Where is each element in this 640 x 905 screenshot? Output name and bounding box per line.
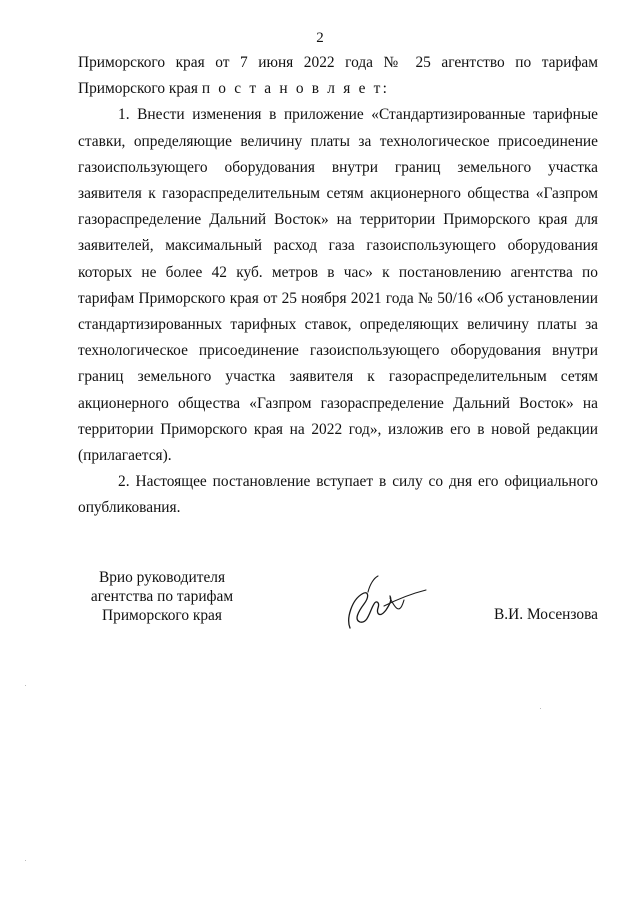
scan-speck <box>25 685 26 686</box>
signature-block <box>78 568 598 638</box>
item-2-paragraph: 2. Настоящее постановление вступает в силу со дня его официального опубликования. <box>78 473 598 517</box>
document-body <box>78 50 598 522</box>
resolves-word: п о с т а н о в л я е т: <box>201 80 390 98</box>
signer-position-line-2: агентства по тарифам <box>90 588 234 605</box>
intro-paragraph <box>78 50 598 102</box>
signer-position <box>82 568 242 625</box>
scan-speck <box>540 708 541 709</box>
signer-position-line-1: Врио руководителя <box>98 569 226 586</box>
intro-text: Приморского края от 7 июня 2022 года № 25 агентство по тарифам Приморского края <box>78 54 598 98</box>
handwritten-signature <box>340 570 430 632</box>
signer-position-line-3: Приморского края <box>102 607 222 624</box>
item-1-paragraph: 1. Внести изменения в приложение «Стандартизированные тарифные ставки, определяющие величину платы за технологическое присоединение газоиспользующего оборудования внутри границ земельного участка заявителя к газораспределительным сетям акционерного общества «Газпром газораспределение Дальний Восток» на территории Приморского края для заявителей, максимальный расход газа газоиспользующего оборудования которых не более 42 куб. метров в час» к постановлению агентства по тарифам Приморского края от 25 ноября 2021 года № 50/16 «Об установлении стандартизированных тарифных ставок, определяющих величину платы за технологическое присоединение газоиспользующего оборудования внутри границ земельного участка заявителя к газораспределительным сетям акционерного общества «Газпром газораспределение Дальний Восток» на территории Приморского края на 2022 год», изложив его в новой редакции (прилагается). <box>78 106 598 465</box>
scan-speck <box>25 860 26 861</box>
signer-name: В.И. Мосензова <box>494 606 598 623</box>
page-number: 2 <box>316 30 324 46</box>
